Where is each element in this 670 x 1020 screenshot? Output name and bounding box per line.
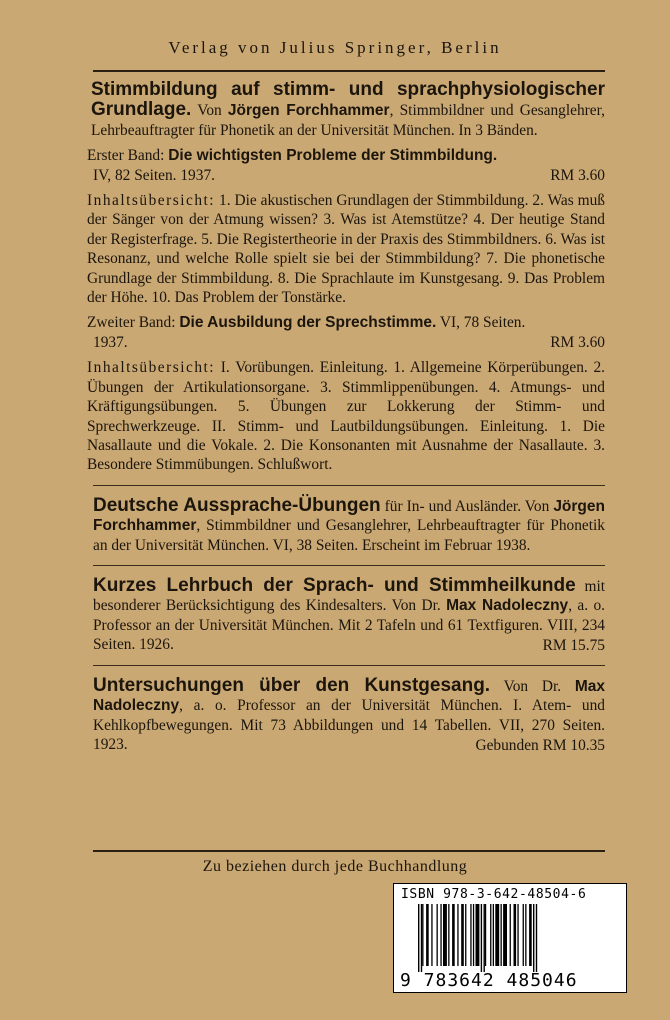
author-name: Max Nadoleczny xyxy=(446,597,569,615)
barcode-icon xyxy=(416,904,616,972)
top-rule xyxy=(93,70,605,72)
volume-label: Zweiter Band: xyxy=(87,314,180,332)
volume-year: 1937. xyxy=(93,333,128,351)
entry-title: Untersuchungen über den Kunstgesang. xyxy=(93,674,491,696)
author-name: Max Nadoleczny xyxy=(93,677,605,715)
entry-title: Deutsche Aussprache-Übungen xyxy=(93,494,381,516)
author-name: Jörgen Forchhammer xyxy=(93,497,605,535)
footer-line: Zu beziehen durch jede Buchhandlung xyxy=(202,858,468,875)
volume-price: RM 3.60 xyxy=(550,333,605,351)
volume-title: Die Ausbildung der Sprechstimme. xyxy=(179,314,437,332)
isbn-number: ISBN 978-3-642-48504-6 xyxy=(401,887,587,902)
toc-text: 1. Die akustischen Grundlagen der Stimmbildung. 2. Was muß der Sänger von der Atmung wissen? 3. Was ist Atemstütze? 4. Der heutige Stand der Registerfrage. 5. Die Registertheorie in der Praxis des Stimmbildners. 6. Was ist Resonanz, und welche Rolle spielt sie bei der Stimmbildung? 7. Die phonetische Grundlage der Stimmbildung. 8. Die Sprachlaute im Kunstgesang. 9. Das Problem der Höhe. 10. Das Problem der Tonstärke. xyxy=(87,192,605,307)
toc-label: Inhaltsübersicht: xyxy=(87,359,216,377)
entry-text-post: , Stimmbildner und Gesanglehrer, Lehrbeauftragter für Phonetik an der Universität München. VI, 38 Seiten. Erscheint im Februar 1938. xyxy=(93,517,605,554)
volume-2 xyxy=(87,313,605,474)
entry-title: Kurzes Lehrbuch der Sprach- und Stimmheilkunde xyxy=(93,574,576,596)
separator xyxy=(93,565,605,566)
entry-text-pre: für In- und Ausländer. Von xyxy=(380,497,554,515)
entry-title: Stimmbildung auf stimm- und sprachphysiologischer Grundlage. xyxy=(91,79,605,121)
volume-price: RM 3.60 xyxy=(550,166,605,184)
volume-label: Erster Band: xyxy=(87,147,169,165)
entry-stimmbildung xyxy=(87,79,605,475)
table-of-contents xyxy=(87,191,605,307)
author-name: Jörgen Forchhammer xyxy=(227,102,390,120)
separator xyxy=(93,665,605,666)
volume-title: Die wichtigsten Probleme der Stimmbildung. xyxy=(168,147,498,165)
entry-text-post: , a. o. Professor an der Universität München. Mit 2 Tafeln und 61 Textfiguren. VIII, 234 Seiten. 1926. xyxy=(93,597,605,654)
separator xyxy=(93,485,605,486)
entry-text-post: , a. o. Professor an der Universität München. I. Atem- und Kehlkopfbewegungen. Mit 73 Abbildungen und 14 Tabellen. VII, 270 Seiten. 1923. xyxy=(93,697,605,754)
volume-info: IV, 82 Seiten. 1937. xyxy=(93,166,215,184)
byline-post: , Stimmbildner und Gesanglehrer, Lehrbeauftragter für Phonetik an der Universität München. In 3 Bänden. xyxy=(91,102,605,139)
publisher-line: Verlag von Julius Springer, Berlin xyxy=(168,38,502,57)
entry-lehrbuch xyxy=(93,576,605,655)
entry-text-pre: Von Dr. xyxy=(490,677,575,695)
bottom-rule xyxy=(93,850,605,852)
toc-text: I. Vorübungen. Einleitung. 1. Allgemeine Körperübungen. 2. Übungen der Artikulationsorgane. 3. Stimmlippenübungen. 4. Atmungs- und Kräftigungsübungen. 5. Übungen zur Lokkerung der Stimm- und Sprechwerkzeuge. II. Stimm- und Lautbildungsübungen. Einleitung. 1. Die Nasallaute und die Vokale. 2. Die Konsonanten mit Ausnahme der Nasallaute. 3. Besondere Stimmübungen. Schlußwort. xyxy=(87,359,605,474)
barcode-digits: 9 783642 485046 xyxy=(400,970,578,991)
byline-pre: Von xyxy=(191,102,228,120)
table-of-contents xyxy=(87,358,605,474)
entry-kunstgesang xyxy=(93,676,605,755)
volume-1 xyxy=(87,146,605,307)
entry-price: Gebunden RM 10.35 xyxy=(475,736,605,754)
volume-info: VI, 78 Seiten. xyxy=(436,314,526,332)
toc-label: Inhaltsübersicht: xyxy=(87,192,216,210)
advertisement-list xyxy=(87,79,605,755)
isbn-barcode-box xyxy=(393,883,627,993)
entry-price: RM 15.75 xyxy=(542,636,605,654)
entry-text-pre: mit besonderer Berücksichtigung des Kindesalters. Von Dr. xyxy=(93,577,605,615)
entry-aussprache xyxy=(93,496,605,555)
